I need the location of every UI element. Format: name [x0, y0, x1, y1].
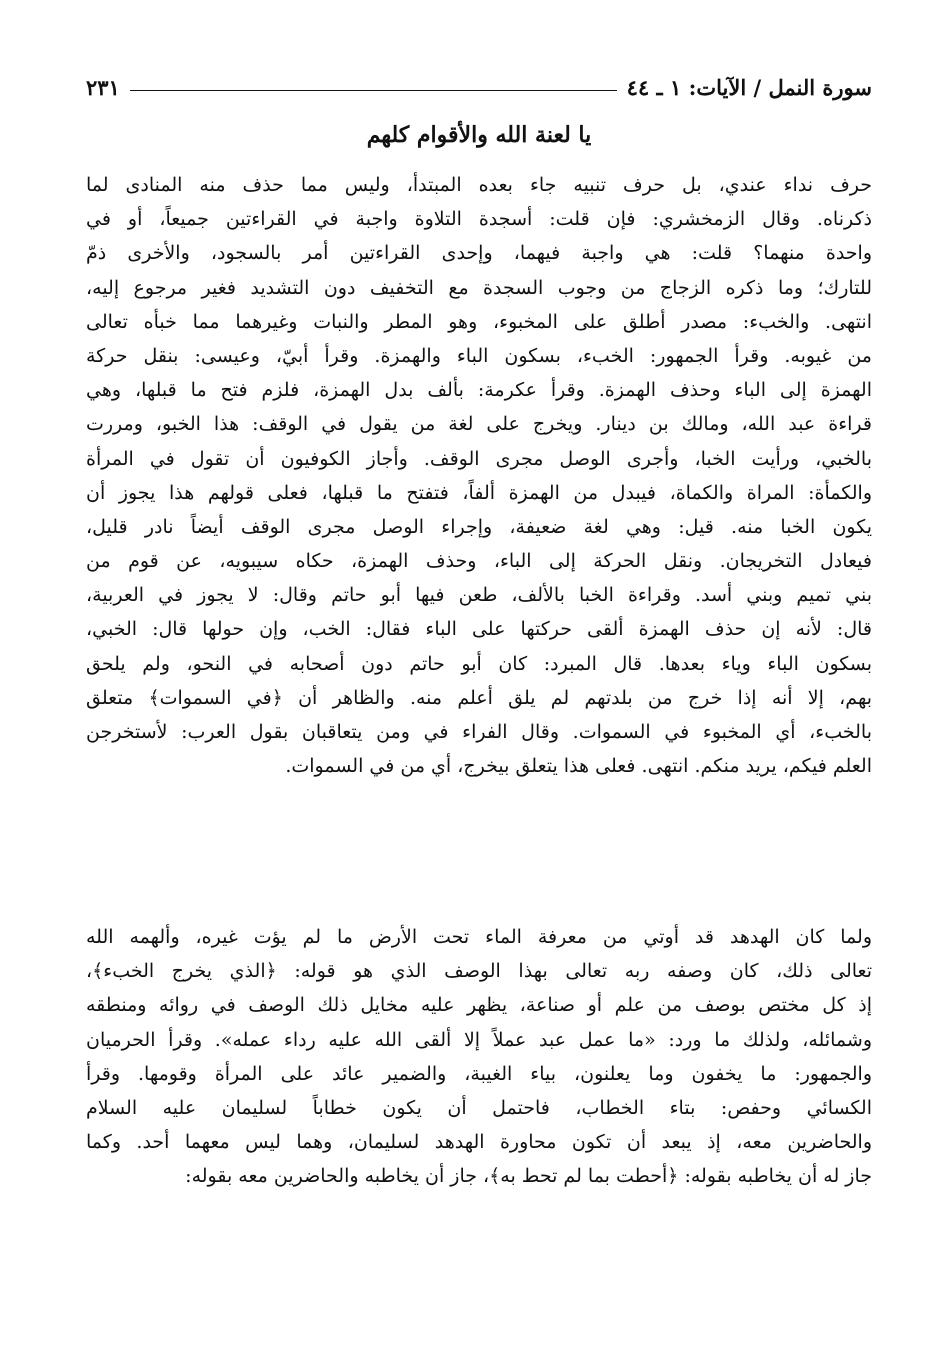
text-line: إذ كل مختص بوصف من علم أو صناعة، يظهر عليه مخايل ذلك الوصف في روائه ومنطقه: [86, 994, 872, 1017]
text-line: يكون الخبا منه. قيل: وهي لغة ضعيفة، وإجراء الوصل مجرى الوقف أيضاً نادر قليل،: [86, 515, 872, 538]
text-line: من غيوبه. وقرأ الجمهور: الخبء، بسكون الباء والهمزة. وقرأ أبيّ، وعيسى: بنقل حركة: [86, 344, 872, 367]
text-line: والجمهور: ما يخفون وما يعلنون، بياء الغيبة، والضمير عائد على المرأة وقومها. وقرأ: [86, 1062, 872, 1085]
text-line: جاز له أن يخاطبه بقوله: ﴿أحطت بما لم تحط به﴾، جاز أن يخاطبه والحاضرين معه بقوله:: [185, 1165, 872, 1188]
running-title: سورة النمل / الآيات: ١ ـ ٤٤: [626, 74, 872, 100]
text-line: بالخبي، ورأيت الخبا، وأجرى الوصل مجرى الوقف. وأجاز الكوفيون أن تقول في المرأة: [86, 447, 872, 470]
text-line: بالخبء، أي المخبوء في السموات. وقال الفراء في ومن يتعاقبان بقول العرب: لأستخرجن: [86, 721, 872, 743]
text-line: حرف نداء عندي، بل حرف تنبيه جاء بعده المبتدأ، وليس مما حذف منه المنادى لما: [86, 174, 872, 196]
text-line: الكسائي وحفص: بتاء الخطاب، فاحتمل أن يكون خطاباً لسليمان عليه السلام: [86, 1096, 872, 1119]
text-line: فيعادل التخريجان. ونقل الحركة إلى الباء، وحذف الهمزة، حكاه سيبويه، عن قوم من: [86, 550, 872, 573]
text-line: الهمزة إلى الباء وحذف الهمزة. وقرأ عكرمة: بألف بدل الهمزة، فلزم فتح ما قبلها، وهي: [86, 379, 872, 402]
text-line: ولما كان الهدهد قد أوتي من معرفة الماء تحت الأرض ما لم يؤت غيره، وألهمه الله: [86, 926, 872, 948]
text-line: للتارك؛ وما ذكره الزجاج من وجوب السجدة مع التخفيف دون التشديد فغير مرجوع إليه،: [86, 276, 872, 299]
text-line: والكمأة: المراة والكماة، فيبدل من الهمزة ألفاً، فتفتح ما قبلها، فعلى قولهم هذا يجوز أن: [86, 481, 872, 504]
text-line: قال: لأنه إن حذف الهمزة ألقى حركتها على الباء فقال: الخب، وإن حولها قال: الخبي،: [86, 618, 872, 641]
text-line: بني تميم وبني أسد. وقراءة الخبا بالألف، طعن فيها أبو حاتم وقال: لا يجوز في العربية،: [86, 584, 872, 607]
verse-heading: يا لعنة الله والأقوام كلهم: [366, 122, 592, 148]
text-line: العلم فيكم، يريد منكم. انتهى. فعلى هذا يتعلق بيخرج، أي من في السموات.: [285, 755, 872, 778]
text-line: ذكرناه. وقال الزمخشري: فإن قلت: أسجدة التلاوة واجبة في القراءتين جميعاً، أو في: [86, 208, 872, 231]
header-rule: [130, 90, 617, 91]
paragraph-1: [86, 168, 872, 783]
text-line: وشمائله، ولذلك ما ورد: «ما عمل عبد عملاً إلا ألقى الله عليه رداء عمله». وقرأ الحرميان: [86, 1028, 872, 1051]
text-line: والحاضرين معه، إذ يبعد أن تكون محاورة الهدهد لسليمان، وهما ليس معهما أحد. وكما: [86, 1131, 872, 1154]
text-line: بهم، إلا أنه إذا خرج من بلدتهم لم يلق أعلم منه. والظاهر أن ﴿في السموات﴾ متعلق: [86, 686, 872, 709]
paragraph-2: [86, 920, 872, 1194]
page-number: ٢٣١: [86, 74, 120, 100]
text-line: انتهى. والخبء: مصدر أطلق على المخبوء، وهو المطر والنبات وغيرهما مما خبأه تعالى: [86, 310, 872, 333]
text-line: تعالى ذلك، كان وصفه ربه تعالى بهذا الوصف الذي هو قوله: ﴿الذي يخرج الخبء﴾،: [86, 960, 872, 983]
running-header: [86, 70, 872, 104]
text-line: قراءة عبد الله، ومالك بن دينار. ويخرج على لغة من يقول في الوقف: هذا الخبو، ومررت: [86, 413, 872, 436]
text-line: واحدة منهما؟ قلت: هي واجبة فيهما، وإحدى القراءتين أمر بالسجود، والأخرى ذمّ: [86, 242, 872, 265]
text-line: بسكون الباء وياء بعدها. قال المبرد: كان أبو حاتم دون أصحابه في النحو، ولم يلحق: [86, 652, 872, 675]
